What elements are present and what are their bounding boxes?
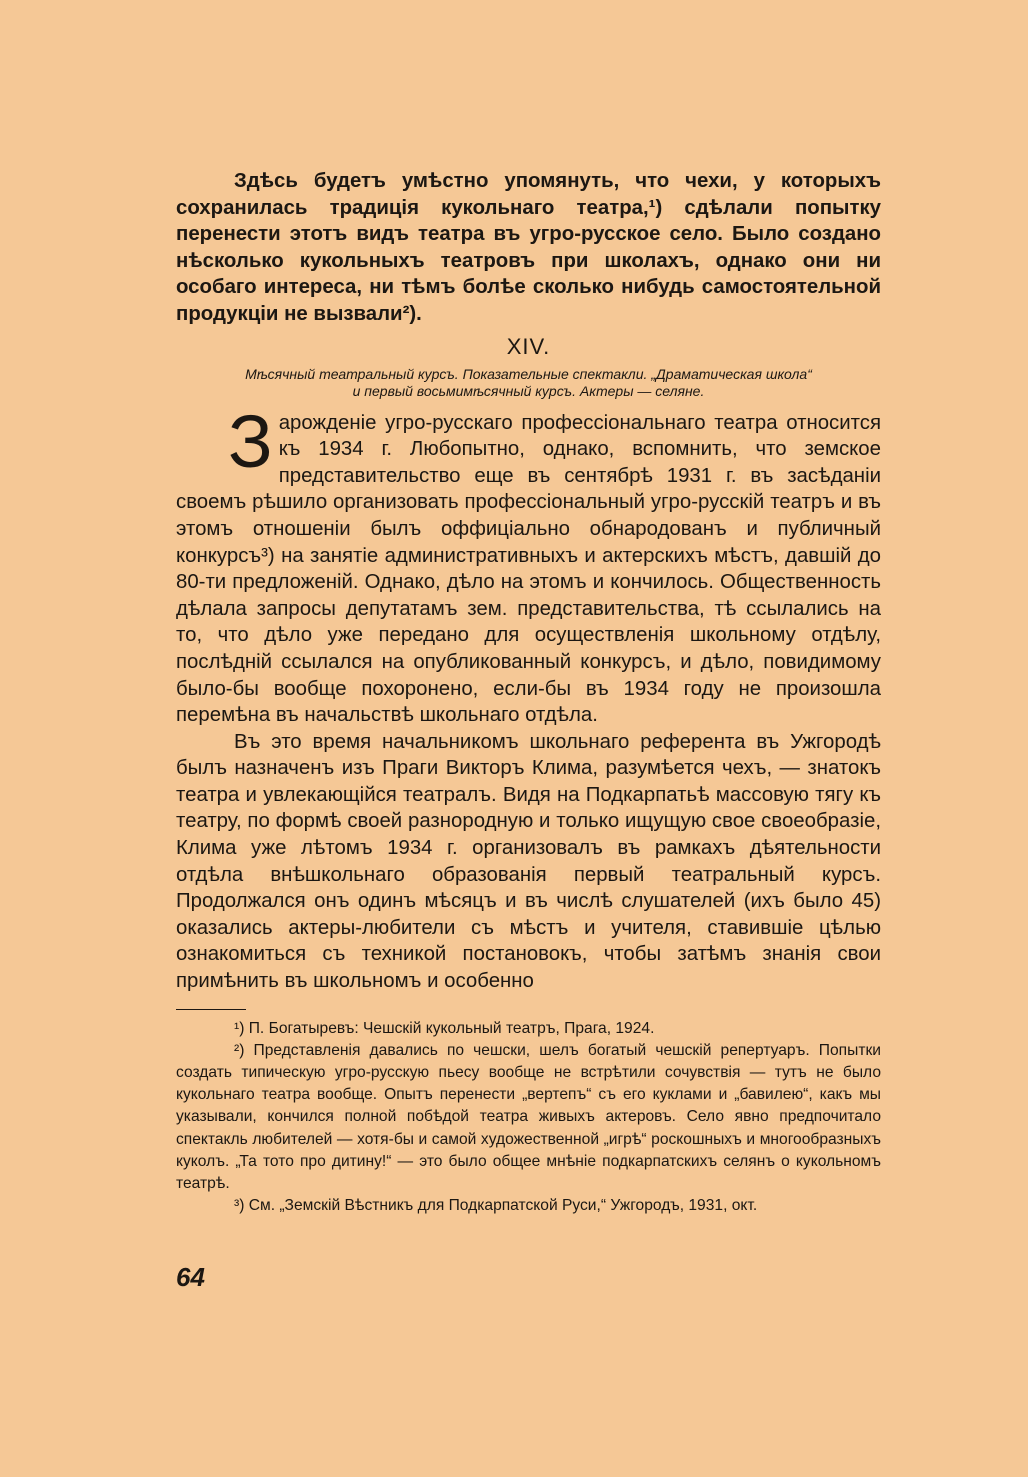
chapter-subtitle	[176, 366, 881, 400]
chapter-subtitle-line-2: и первый восьмимѣсячный курсъ. Актеры — селяне.	[352, 382, 705, 399]
footnote-3: ³) См. „Земскій Вѣстникъ для Подкарпатской Руси,“ Ужгородъ, 1931, окт.	[234, 1197, 758, 1215]
chapter-number: XIV.	[506, 333, 551, 359]
paragraph-1-text: арожденіе угро-русскаго профессіональнаго театра относится къ 1934 г. Любопытно, однако, вспомнить, что земское представительство еще въ сентябрѣ 1931 г. въ засѣданіи своемъ рѣшило организовать профессіональный угро-русскій театръ и въ этомъ отношеніи былъ оффиціально обнародованъ и публичный конкурсъ³) на занятіе административныхъ и актерскихъ мѣстъ, давшій до 80-ти предложеній. Однако, дѣло на этомъ и кончилось. Общественность дѣлала запросы депутатамъ зем. представительства, тѣ ссылались на то, что дѣло уже передано для осуществленія школьному отдѣлу, послѣдній ссылался на опубликованный конкурсъ, и дѣло, повидимому было-бы вообще похоронено, если-бы въ 1934 году не произошла перемѣна въ начальствѣ школьнаго отдѣла.	[176, 411, 881, 727]
paragraph-1	[176, 399, 881, 729]
chapter-subtitle-line-1: Мѣсячный театральный курсъ. Показательные спектакли. „Драматическая школа“	[245, 365, 812, 382]
top-paragraph: Здѣсь будетъ умѣстно упомянуть, что чехи, у которыхъ сохранилась традиція кукольнаго театра,¹) сдѣлали попытку перенести этотъ видъ театра въ угро-русское село. Было создано нѣсколько кукольныхъ театровъ при школахъ, однако они ни особаго интереса, ни тѣмъ болѣе сколько нибудь самостоятельной продукціи не вызвали²).	[176, 170, 881, 325]
footnote-1: ¹) П. Богатыревъ: Чешскій кукольный театръ, Прага, 1924.	[234, 1019, 655, 1037]
page-number: 64	[176, 1262, 205, 1292]
footnote-2: ²) Представленія давались по чешски, шелъ богатый чешскій репертуаръ. Попытки создать типическую угро-русскую пьесу вообще не встрѣтили сочувствія — тутъ не было кукольнаго театра вообще. Опытъ перенести „вертепъ“ съ его куклами и „бавилею“, какъ мы указывали, кончился полной побѣдой театра живыхъ актеровъ. Село явно предпочитало спектакль любителей — хотя-бы и самой художественной „игрѣ“ роскошныхъ и многообразныхъ куколъ. „Та тото про дитину!“ — это было общее мнѣніе подкарпатскихъ селянъ о кукольномъ театрѣ.	[176, 1041, 881, 1193]
footnote-rule	[176, 1009, 246, 1010]
page-body	[176, 168, 881, 1217]
paragraph-2: Въ это время начальникомъ школьнаго референта въ Ужгородѣ былъ назначенъ изъ Праги Викторъ Клима, разумѣется чехъ, — знатокъ театра и увлекающійся театралъ. Видя на Подкарпатьѣ массовую тягу къ театру, по формѣ своей разнородную и только ищущую свое своеобразіе, Клима уже лѣтомъ 1934 г. организовалъ въ рамкахъ дѣятельности отдѣла внѣшкольнаго образованія первый театральный курсъ. Продолжался онъ одинъ мѣсяцъ и въ числѣ слушателей (ихъ было 45) оказались актеры-любители съ мѣстъ и учителя, ставившіе цѣлью ознакомиться съ техникой постановокъ, чтобы затѣмъ знанія свои примѣнить въ школьномъ и особенно	[176, 730, 881, 993]
drop-cap: З	[228, 399, 273, 483]
